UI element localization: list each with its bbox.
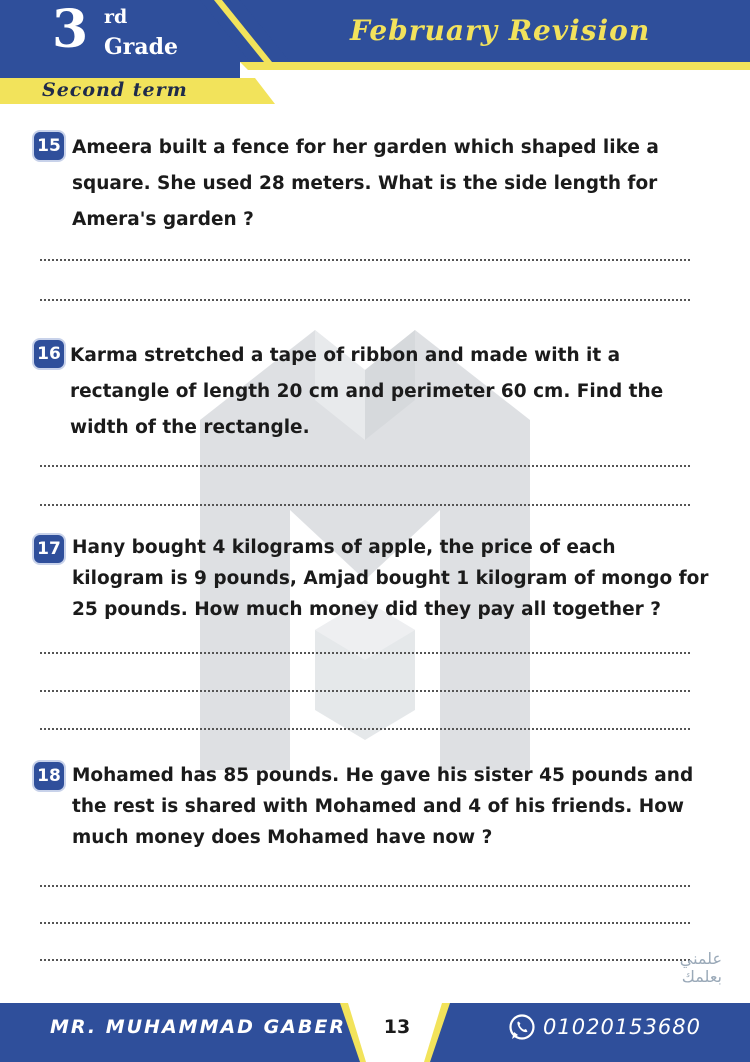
question-number-badge: 16 <box>34 340 64 368</box>
corner-logo <box>660 950 722 990</box>
answer-line[interactable] <box>40 652 690 654</box>
answer-line[interactable] <box>40 728 690 730</box>
question-number-badge: 15 <box>34 132 64 160</box>
question-text: Mohamed has 85 pounds. He gave his sister 45 pounds and the rest is shared with Mohamed and 4 of his friends. How much money does Mohamed have now ? <box>72 765 694 848</box>
page-number: 13 <box>383 1016 411 1038</box>
term-label: Second term <box>42 79 188 101</box>
answer-line[interactable] <box>40 922 690 924</box>
question-number-badge: 18 <box>34 762 64 790</box>
question-number-badge: 17 <box>34 535 64 563</box>
phone-number: 01020153680 <box>543 1015 701 1039</box>
question-text: Karma stretched a tape of ribbon and made with it a rectangle of length 20 cm and perimeter 60 cm. Find the width of the rectangle. <box>70 345 664 438</box>
grade-suffix: rd <box>104 6 128 28</box>
corner-logo-line2: بعلمك <box>681 967 722 986</box>
grade-number: 3 <box>52 0 89 60</box>
grade-word: Grade <box>104 34 179 60</box>
whatsapp-icon <box>508 1013 536 1041</box>
question-text: Ameera built a fence for her garden which shaped like a square. She used 28 meters. What is the side length for Amera's garden ? <box>72 137 659 230</box>
answer-line[interactable] <box>40 959 690 961</box>
answer-line[interactable] <box>40 259 690 261</box>
question-text: Hany bought 4 kilograms of apple, the price of each kilogram is 9 pounds, Amjad bought 1 kilogram of mongo for 25 pounds. How much money did they pay all together ? <box>72 537 709 620</box>
answer-line[interactable] <box>40 465 690 467</box>
page-title: February Revision <box>350 14 651 47</box>
answer-line[interactable] <box>40 885 690 887</box>
corner-logo-line1: علمني <box>679 949 722 968</box>
teacher-name: MR. MUHAMMAD GABER <box>50 1016 346 1038</box>
answer-line[interactable] <box>40 690 690 692</box>
answer-line[interactable] <box>40 504 690 506</box>
answer-line[interactable] <box>40 299 690 301</box>
